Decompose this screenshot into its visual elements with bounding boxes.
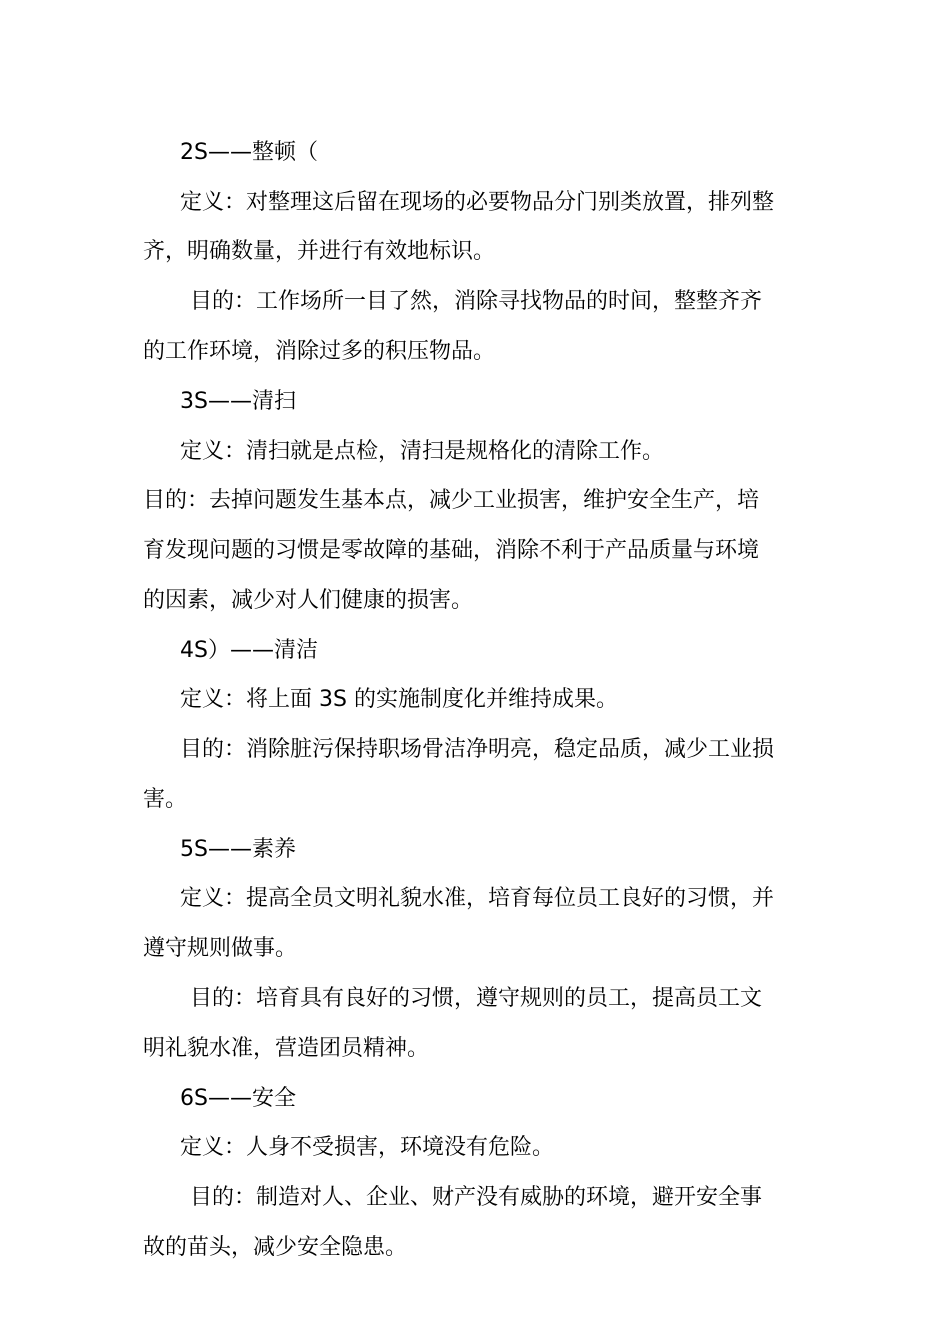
paragraph-line: 目的：工作场所一目了然，消除寻找物品的时间，整整齐齐: [190, 289, 763, 314]
heading-4s: 4S）——清洁: [180, 638, 318, 663]
paragraph-line: 的工作环境，消除过多的积压物品。: [143, 339, 496, 364]
paragraph-line: 定义：将上面 3S 的实施制度化并维持成果。: [180, 687, 618, 712]
paragraph-line: 目的：去掉问题发生基本点，减少工业损害，维护安全生产，培: [143, 488, 760, 513]
paragraph-line: 齐，明确数量，并进行有效地标识。: [143, 239, 496, 264]
paragraph-line: 害。: [143, 787, 188, 812]
paragraph-line: 目的：培育具有良好的习惯，遵守规则的员工，提高员工文: [190, 986, 763, 1011]
paragraph-line: 定义：提高全员文明礼貌水准，培育每位员工良好的习惯，并: [180, 886, 775, 911]
paragraph-line: 的因素，减少对人们健康的损害。: [143, 588, 474, 613]
paragraph-line: 明礼貌水准，营造团员精神。: [143, 1036, 430, 1061]
paragraph-line: 目的：消除脏污保持职场骨洁净明亮，稳定品质，减少工业损: [180, 737, 775, 762]
paragraph-line: 定义：对整理这后留在现场的必要物品分门别类放置，排列整: [180, 190, 775, 215]
heading-5s: 5S——素养: [180, 837, 296, 862]
heading-6s: 6S——安全: [180, 1086, 296, 1111]
heading-3s: 3S——清扫: [180, 389, 296, 414]
paragraph-line: 遵守规则做事。: [143, 936, 298, 961]
paragraph-line: 目的：制造对人、企业、财产没有威胁的环境，避开安全事: [190, 1185, 763, 1210]
paragraph-line: 定义：清扫就是点检，清扫是规格化的清除工作。: [180, 439, 665, 464]
paragraph-line: 定义：人身不受损害，环境没有危险。: [180, 1135, 555, 1160]
paragraph-line: 故的苗头，减少安全隐患。: [143, 1235, 408, 1260]
paragraph-line: 育发现问题的习惯是零故障的基础，消除不利于产品质量与环境: [143, 538, 760, 563]
heading-2s: 2S——整顿（: [180, 140, 318, 165]
